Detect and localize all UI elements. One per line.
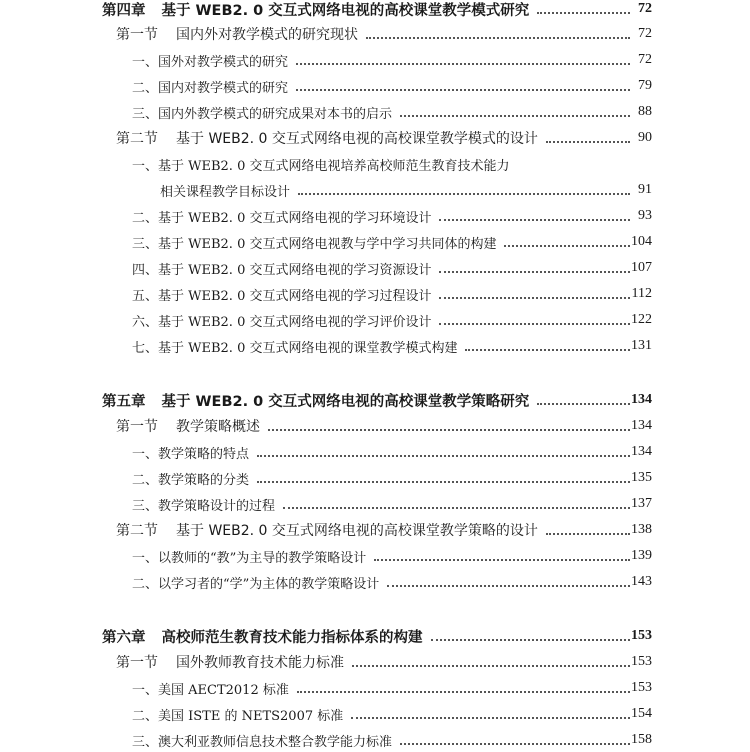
chapter-title: 基于 WEB2. 0 交互式网络电视的高校课堂教学策略研究 — [161, 393, 530, 410]
leader-dots — [297, 691, 630, 693]
section-title: 基于 WEB2. 0 交互式网络电视的高校课堂教学模式的设计 — [176, 131, 538, 147]
toc-item — [0, 308, 750, 332]
item-title: 一、教学策略的特点 — [132, 446, 250, 462]
leader-dots — [366, 37, 630, 39]
leader-dots — [439, 297, 630, 299]
item-title: 五、基于 WEB2. 0 交互式网络电视的学习过程设计 — [132, 288, 432, 304]
leader-dots — [504, 245, 630, 247]
leader-dots — [465, 349, 630, 351]
leader-dots — [296, 63, 630, 65]
toc-section — [0, 650, 750, 674]
page-number: 158 — [631, 732, 652, 747]
page-number: 90 — [638, 130, 652, 145]
leader-dots — [387, 585, 630, 587]
page-number: 139 — [631, 548, 652, 563]
toc-item — [0, 74, 750, 98]
leader-dots — [257, 455, 630, 457]
toc-item — [0, 676, 750, 700]
toc-item — [0, 544, 750, 568]
toc-item — [0, 702, 750, 726]
item-title: 一、国外对教学模式的研究 — [132, 54, 289, 70]
chapter-number: 第五章 — [102, 393, 146, 410]
page-number: 135 — [631, 470, 652, 485]
page-number: 134 — [631, 418, 652, 433]
leader-dots — [439, 323, 630, 325]
page-number: 79 — [638, 78, 652, 93]
leader-dots — [257, 481, 630, 483]
leader-dots — [439, 219, 630, 221]
item-title: 六、基于 WEB2. 0 交互式网络电视的学习评价设计 — [132, 314, 432, 330]
toc-item — [0, 230, 750, 254]
page-number: 143 — [631, 574, 652, 589]
page-number: 154 — [631, 706, 652, 721]
leader-dots — [400, 115, 630, 117]
toc-item — [0, 152, 750, 176]
leader-dots — [268, 429, 630, 431]
toc-item — [0, 492, 750, 516]
chapter-title: 高校师范生教育技术能力指标体系的构建 — [161, 629, 423, 646]
toc-item — [0, 570, 750, 594]
section-title: 国外教师教育技术能力标准 — [176, 655, 344, 671]
page-number: 72 — [638, 26, 652, 41]
page-number: 88 — [638, 104, 652, 119]
item-title: 相关课程教学目标设计 — [160, 184, 291, 200]
leader-dots — [298, 193, 630, 195]
toc-chapter — [0, 624, 750, 648]
page-number: 72 — [638, 52, 652, 67]
leader-dots — [351, 717, 630, 719]
item-title: 三、基于 WEB2. 0 交互式网络电视教与学中学习共同体的构建 — [132, 236, 497, 252]
section-title: 国内外对教学模式的研究现状 — [176, 27, 358, 43]
toc-item — [0, 204, 750, 228]
item-title: 一、美国 AECT2012 标准 — [132, 682, 289, 698]
section-title: 教学策略概述 — [176, 419, 260, 435]
item-title: 二、美国 ISTE 的 NETS2007 标准 — [132, 708, 344, 724]
leader-dots — [537, 403, 630, 405]
leader-dots — [537, 12, 630, 14]
item-title: 七、基于 WEB2. 0 交互式网络电视的课堂教学模式构建 — [132, 340, 458, 356]
leader-dots — [400, 743, 630, 745]
page-number: 91 — [638, 182, 652, 197]
section-number: 第二节 — [116, 131, 158, 147]
page-number: 134 — [631, 444, 652, 459]
leader-dots — [283, 507, 630, 509]
toc-chapter — [0, 388, 750, 412]
leader-dots — [296, 89, 630, 91]
page-number: 107 — [631, 260, 652, 275]
page-number: 138 — [631, 522, 652, 537]
toc-item — [0, 100, 750, 124]
toc-item — [0, 728, 750, 752]
item-title: 二、以学习者的“学”为主体的教学策略设计 — [132, 576, 380, 592]
toc-item-continuation — [0, 178, 750, 202]
section-number: 第一节 — [116, 655, 158, 671]
item-title: 一、以教师的“教”为主导的教学策略设计 — [132, 550, 367, 566]
toc-item — [0, 440, 750, 464]
page-number: 153 — [631, 628, 652, 643]
page-number: 122 — [631, 312, 652, 327]
toc-item — [0, 466, 750, 490]
leader-dots — [352, 665, 630, 667]
toc-chapter — [0, 0, 750, 21]
toc-item — [0, 48, 750, 72]
item-title: 一、基于 WEB2. 0 交互式网络电视培养高校师范生教育技术能力 — [132, 158, 510, 174]
page-number: 137 — [631, 496, 652, 511]
page-number: 112 — [631, 286, 652, 301]
leader-dots — [439, 271, 630, 273]
section-number: 第二节 — [116, 523, 158, 539]
page-number: 153 — [631, 654, 652, 669]
leader-dots — [431, 639, 631, 641]
toc-item — [0, 282, 750, 306]
item-title: 三、国内外教学模式的研究成果对本书的启示 — [132, 106, 393, 122]
item-title: 三、澳大利亚教师信息技术整合教学能力标准 — [132, 734, 393, 750]
page-number: 131 — [631, 338, 652, 353]
section-title: 基于 WEB2. 0 交互式网络电视的高校课堂教学策略的设计 — [176, 523, 538, 539]
toc-section — [0, 22, 750, 46]
page-number: 153 — [631, 680, 652, 695]
toc-item — [0, 334, 750, 358]
item-title: 二、教学策略的分类 — [132, 472, 250, 488]
section-number: 第一节 — [116, 419, 158, 435]
chapter-title: 基于 WEB2. 0 交互式网络电视的高校课堂教学模式研究 — [161, 2, 530, 19]
toc-section — [0, 414, 750, 438]
leader-dots — [374, 559, 630, 561]
page-number: 93 — [638, 208, 652, 223]
item-title: 二、国内对教学模式的研究 — [132, 80, 289, 96]
page-number: 72 — [638, 1, 652, 16]
item-title: 二、基于 WEB2. 0 交互式网络电视的学习环境设计 — [132, 210, 432, 226]
chapter-number: 第六章 — [102, 629, 146, 646]
toc-item — [0, 256, 750, 280]
item-title: 三、教学策略设计的过程 — [132, 498, 276, 514]
item-title: 四、基于 WEB2. 0 交互式网络电视的学习资源设计 — [132, 262, 432, 278]
page-number: 104 — [631, 234, 652, 249]
page-number: 134 — [631, 392, 652, 407]
toc-section — [0, 126, 750, 150]
toc-section — [0, 518, 750, 542]
section-number: 第一节 — [116, 27, 158, 43]
chapter-number: 第四章 — [102, 2, 146, 19]
